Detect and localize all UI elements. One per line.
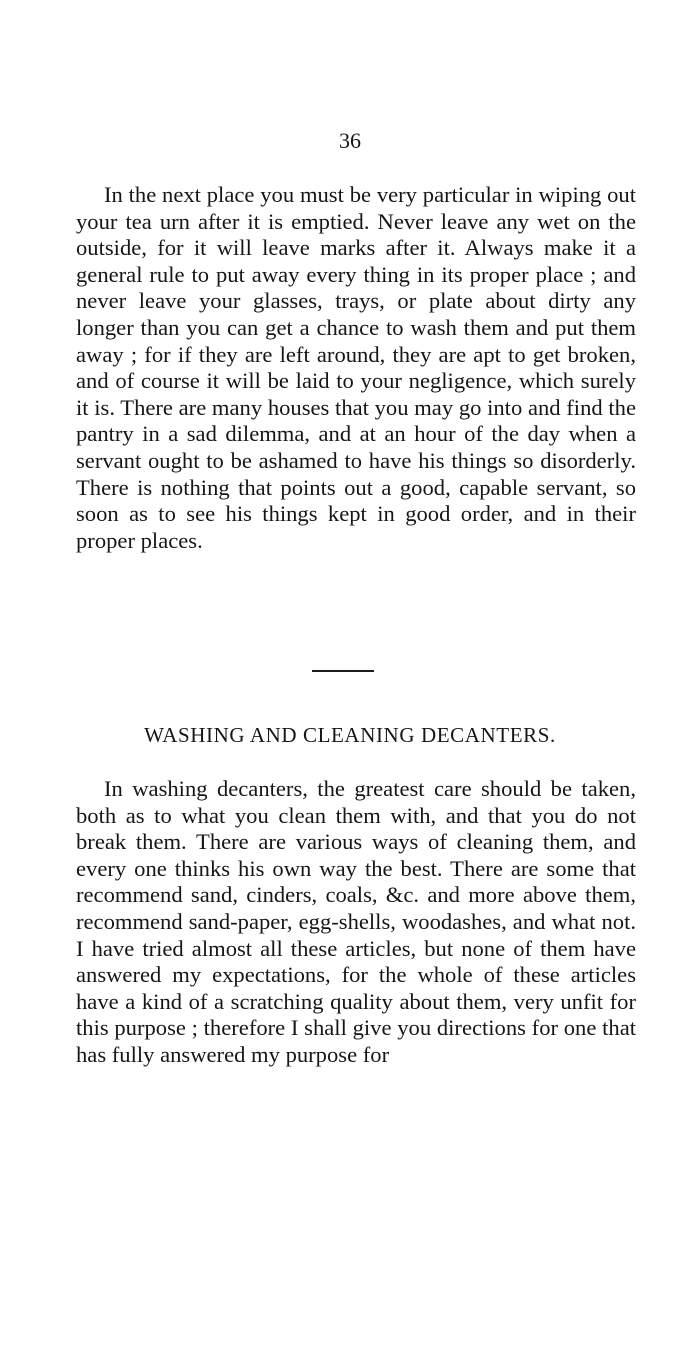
section-divider (312, 670, 374, 672)
section-heading: WASHING AND CLEANING DECANTERS. (144, 723, 556, 747)
page-number: 36 (339, 128, 361, 153)
paragraph-tea-urn: In the next place you must be very particular in wiping out your tea urn after it is emptied. Never leave any wet on the outside, for it will leave marks after it. Always make it a general rule to put away every thing in its proper place ; and never leave your glasses, trays, or plate about dirty any longer than you can get a chance to wash them and put them away ; for if they are left around, they are apt to get broken, and of course it will be laid to your negligence, which surely it is. There are many houses that you may go into and find the pantry in a sad dilemma, and at an hour of the day when a servant ought to be ashamed to have his things so disorderly. There is nothing that points out a good, capable servant, so soon as to see his things kept in good order, and in their proper places. (76, 182, 636, 553)
paragraph-decanters: In washing decanters, the greatest care should be taken, both as to what you clean them with, and that you do not break them. There are various ways of cleaning them, and every one thinks his own way the best. There are some that recommend sand, cinders, coals, &c. and more above them, recommend sand-paper, egg-shells, woodashes, and what not. I have tried almost all these articles, but none of them have answered my expectations, for the whole of these articles have a kind of a scratching quality about them, very unfit for this purpose ; therefore I shall give you directions for one that has fully answered my purpose for (76, 776, 636, 1067)
